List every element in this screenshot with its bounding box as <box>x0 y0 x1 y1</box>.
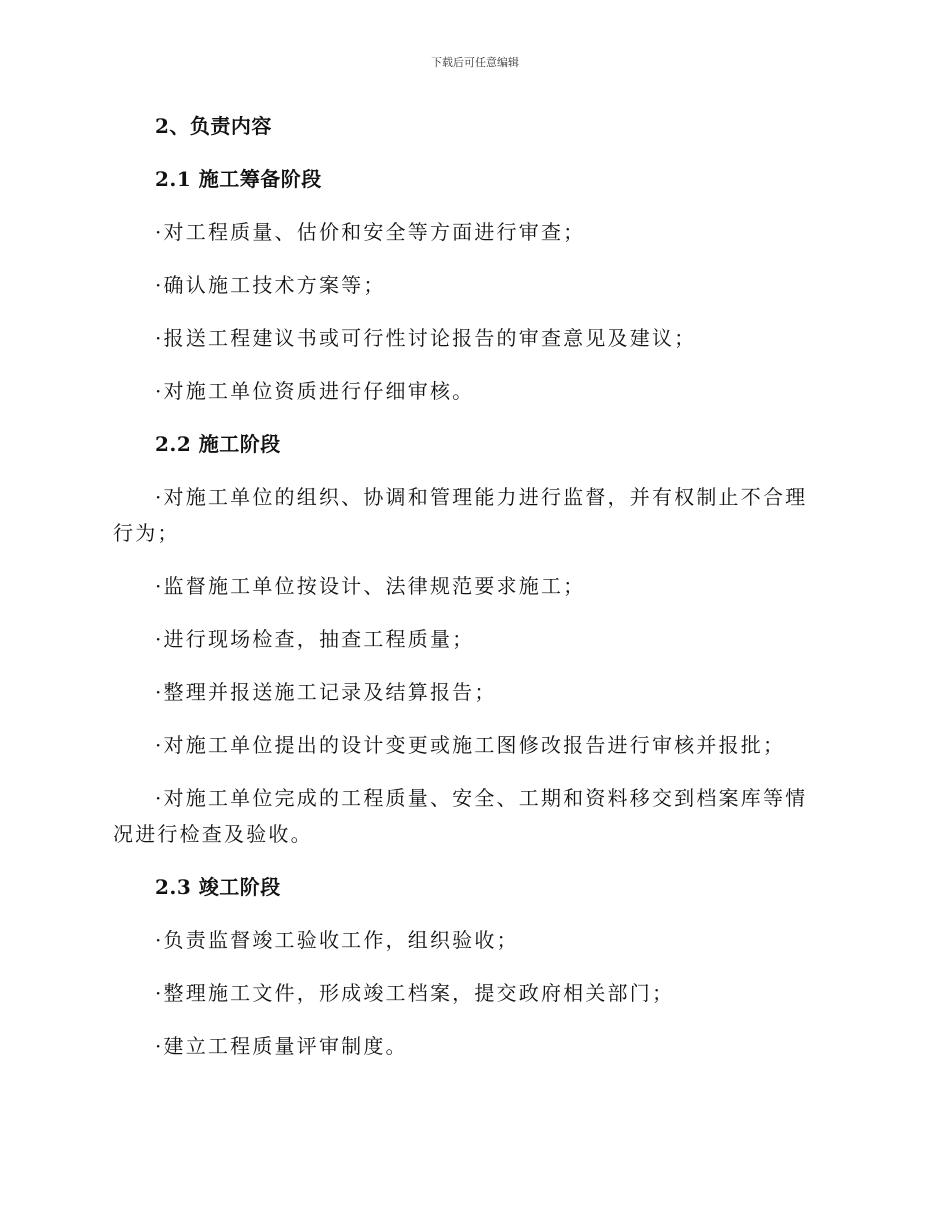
list-item: ·对施工单位的组织、协调和管理能力进行监督，并有权制止不合理行为； <box>113 485 808 545</box>
list-item: ·对施工单位完成的工程质量、安全、工期和资料移交到档案库等情况进行检查及验收。 <box>113 786 808 846</box>
list-item: ·对施工单位资质进行仔细审核。 <box>155 379 475 403</box>
list-item: ·负责监督竣工验收工作，组织验收； <box>155 928 519 952</box>
section-heading: 2、负责内容 <box>155 114 272 138</box>
subsection-heading-prep: 2.1 施工筹备阶段 <box>155 167 322 191</box>
list-item: ·整理并报送施工记录及结算报告； <box>155 680 497 704</box>
list-item: ·对施工单位提出的设计变更或施工图修改报告进行审核并报批； <box>155 733 786 757</box>
list-item: ·确认施工技术方案等； <box>155 273 386 297</box>
document-body <box>113 108 823 1081</box>
list-item: ·监督施工单位按设计、法律规范要求施工； <box>155 574 586 598</box>
list-item: ·进行现场检查，抽查工程质量； <box>155 627 475 651</box>
list-item: ·建立工程质量评审制度。 <box>155 1034 408 1058</box>
page-header: 下载后可任意编辑 <box>431 56 519 69</box>
list-item: ·对工程质量、估价和安全等方面进行审查； <box>155 220 586 244</box>
subsection-heading-construction: 2.2 施工阶段 <box>155 432 281 456</box>
list-item: ·整理施工文件，形成竣工档案，提交政府相关部门； <box>155 981 675 1005</box>
subsection-heading-completion: 2.3 竣工阶段 <box>155 875 281 899</box>
list-item: ·报送工程建议书或可行性讨论报告的审查意见及建议； <box>155 326 697 350</box>
